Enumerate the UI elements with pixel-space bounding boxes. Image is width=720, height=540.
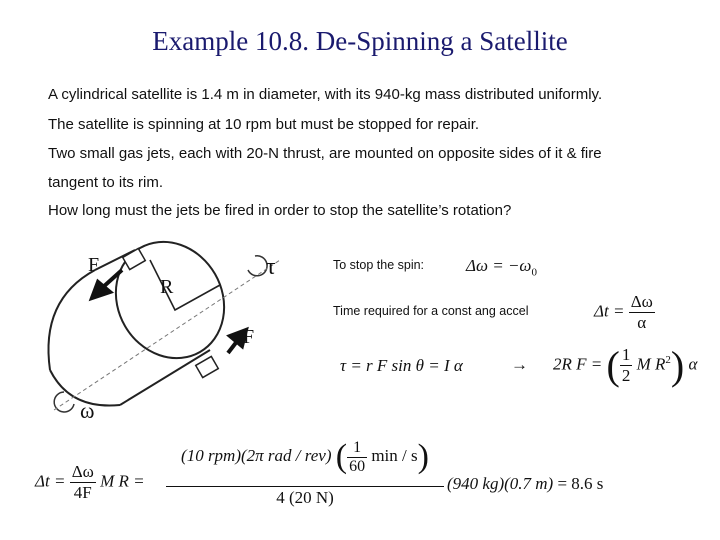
force-label-bottom: F	[243, 326, 255, 348]
square-exponent: 2	[665, 353, 671, 366]
final-numerator: Δω	[71, 462, 94, 481]
final-denominator: 4F	[73, 483, 92, 502]
alpha-factor: α	[688, 354, 698, 374]
final-big-numerator: (10 rpm)(2π rad / rev) ( $\frac{1}{60}$ min / s)	[181, 438, 429, 475]
implies-arrow: →	[511, 355, 528, 374]
omega-label: ω	[80, 398, 95, 423]
half-fraction	[620, 345, 633, 386]
mass-part: (940 kg)(0.7 m)	[447, 474, 554, 493]
problem-line-4: tangent to its rim.	[48, 174, 164, 191]
minute-fraction	[347, 439, 367, 476]
delta-t-lhs: Δt =	[594, 301, 625, 321]
two-r-f: 2R F =	[553, 354, 603, 374]
delta-t-denominator: α	[637, 313, 647, 332]
minute-denominator: 60	[349, 457, 366, 475]
final-big-denominator: 4 (20 N)	[276, 488, 334, 507]
delta-omega-subscript: 0	[531, 266, 537, 279]
delta-omega-text: Δω = −ω	[466, 256, 532, 275]
delta-t-fraction	[629, 292, 655, 333]
half-numerator: 1	[621, 345, 631, 364]
torque-equation-text: τ = r F sin θ = I α	[340, 356, 463, 375]
m-r-squared: M R	[636, 354, 666, 374]
final-m-r: M R =	[100, 471, 145, 491]
problem-line-3: Two small gas jets, each with 20-N thrust, are mounted on opposite sides of it & fire	[48, 145, 602, 162]
force-label-top: F	[88, 254, 100, 276]
rpm-part: (10 rpm)(2π rad / rev)	[181, 445, 332, 465]
radius-label: R	[160, 276, 174, 298]
problem-line-5: How long must the jets be fired in order to stop the satellite’s rotation?	[48, 202, 512, 219]
problem-line-1: A cylindrical satellite is 1.4 m in diameter, with its 940-kg mass distributed uniformly.	[48, 86, 603, 103]
delta-t-numerator: Δω	[630, 292, 653, 311]
torque-label: τ	[266, 254, 276, 280]
final-fraction-bar	[166, 486, 444, 487]
delta-omega-equation	[466, 256, 537, 278]
mass-radius-part	[447, 474, 603, 494]
final-lhs: Δt =	[35, 471, 66, 491]
result-value: = 8.6 s	[557, 474, 604, 493]
minute-numerator: 1	[347, 439, 367, 458]
moment-equation: 2R F = ( $\frac{1}{2}$ M $R^2$) α	[553, 343, 698, 388]
final-fraction	[70, 462, 96, 503]
problem-line-2: The satellite is spinning at 10 rpm but must be stopped for repair.	[48, 116, 480, 133]
delta-t-equation	[594, 292, 655, 333]
half-denominator: 2	[621, 366, 631, 385]
time-required-label: Time required for a const ang accel	[333, 304, 529, 318]
torque-equation	[340, 356, 463, 376]
final-delta-t	[35, 462, 145, 503]
stop-spin-label: To stop the spin:	[333, 258, 425, 272]
minute-unit: min / s	[371, 445, 418, 465]
page-title: Example 10.8. De-Spinning a Satellite	[152, 26, 568, 56]
